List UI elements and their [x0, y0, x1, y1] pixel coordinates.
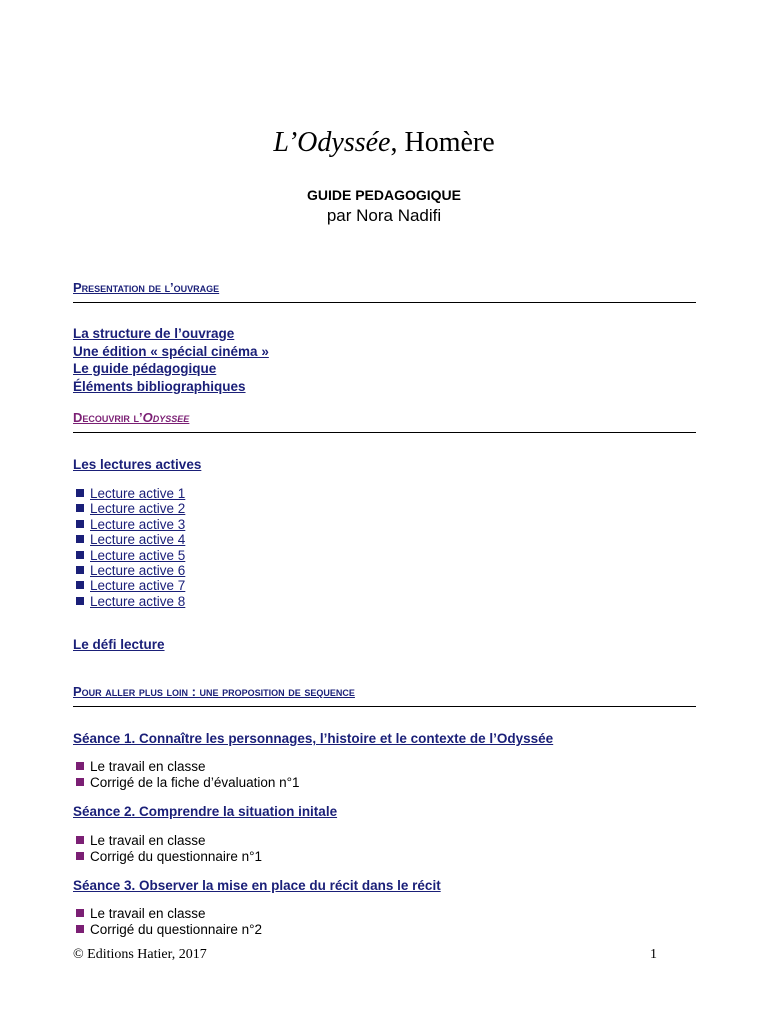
link-edition-cinema[interactable]: Une édition « spécial cinéma » — [73, 344, 269, 359]
list-item — [73, 775, 300, 791]
section-heading-sequence[interactable] — [73, 684, 696, 707]
footer-page-number: 1 — [650, 947, 657, 962]
section-heading-presentation-text[interactable]: Presentation de l’ouvrage — [73, 280, 220, 295]
list-item — [73, 922, 262, 938]
square-bullet-icon — [76, 520, 84, 528]
lecture-link[interactable]: Lecture active 6 — [90, 563, 186, 579]
square-bullet-icon — [76, 581, 84, 589]
link-bibliographie[interactable]: Éléments bibliographiques — [73, 379, 246, 394]
heading-prefix[interactable]: Decouvrir l’ — [73, 410, 143, 425]
lecture-item[interactable] — [73, 563, 185, 578]
lecture-item[interactable] — [73, 578, 185, 593]
lecture-item[interactable] — [73, 486, 185, 501]
square-bullet-icon — [76, 778, 84, 786]
lecture-link[interactable]: Lecture active 4 — [90, 532, 186, 548]
lecture-list — [73, 486, 185, 609]
title-author: , Homère — [390, 127, 495, 158]
square-bullet-icon — [76, 504, 84, 512]
square-bullet-icon — [76, 551, 84, 559]
document-title — [0, 125, 768, 161]
link-structure[interactable]: La structure de l’ouvrage — [73, 326, 235, 341]
link-defi-lecture[interactable]: Le défi lecture — [73, 637, 165, 652]
lecture-item[interactable] — [73, 594, 185, 609]
lecture-item[interactable] — [73, 548, 185, 563]
footer-copyright: © Editions Hatier, 2017 — [73, 947, 207, 962]
list-item — [73, 833, 262, 849]
square-bullet-icon — [76, 762, 84, 770]
lecture-link[interactable]: Lecture active 1 — [90, 486, 186, 501]
link-guide-pedagogique[interactable]: Le guide pédagogique — [73, 361, 217, 376]
lecture-link[interactable]: Lecture active 5 — [90, 547, 186, 563]
list-item-text: Corrigé du questionnaire n°1 — [90, 849, 263, 864]
guide-subtitle: GUIDE PEDAGOGIQUE — [306, 187, 462, 203]
title-work: L’Odyssée — [273, 127, 391, 158]
section-heading-presentation[interactable] — [73, 280, 696, 303]
list-item-text: Le travail en classe — [90, 833, 206, 848]
list-item-text: Corrigé du questionnaire n°2 — [90, 922, 263, 937]
seance-3-list — [73, 906, 262, 938]
lecture-link[interactable]: Lecture active 7 — [90, 578, 186, 594]
lecture-item[interactable] — [73, 532, 185, 547]
square-bullet-icon — [76, 597, 84, 605]
square-bullet-icon — [76, 852, 84, 860]
square-bullet-icon — [76, 909, 84, 917]
seance-2-list — [73, 833, 262, 865]
link-seance-2[interactable]: Séance 2. Comprendre la situation initale — [73, 804, 338, 819]
list-item-text: Le travail en classe — [90, 759, 206, 774]
square-bullet-icon — [76, 535, 84, 543]
lecture-link[interactable]: Lecture active 2 — [90, 501, 186, 517]
lecture-item[interactable] — [73, 501, 185, 516]
square-bullet-icon — [76, 925, 84, 933]
heading-odyssee[interactable]: Odyssee — [142, 410, 190, 425]
square-bullet-icon — [76, 836, 84, 844]
list-item-text: Le travail en classe — [90, 906, 206, 921]
list-item — [73, 759, 300, 775]
list-item — [73, 849, 262, 865]
lecture-item[interactable] — [73, 517, 185, 532]
seance-1-list — [73, 759, 300, 791]
link-seance-1[interactable]: Séance 1. Connaître les personnages, l’histoire et le contexte de l’Odyssée — [73, 731, 554, 746]
author-line: par Nora Nadifi — [326, 206, 442, 225]
lecture-link[interactable]: Lecture active 3 — [90, 516, 186, 532]
list-item-text: Corrigé de la fiche d’évaluation n°1 — [90, 775, 300, 790]
lecture-link[interactable]: Lecture active 8 — [90, 593, 186, 609]
square-bullet-icon — [76, 489, 84, 497]
section-heading-decouvrir-text[interactable] — [73, 410, 189, 425]
square-bullet-icon — [76, 566, 84, 574]
section-heading-sequence-text[interactable]: Pour aller plus loin : une proposition de sequence — [73, 684, 355, 699]
link-lectures-actives[interactable]: Les lectures actives — [73, 457, 202, 472]
section-heading-decouvrir[interactable] — [73, 410, 696, 433]
list-item — [73, 906, 262, 922]
link-seance-3[interactable]: Séance 3. Observer la mise en place du récit dans le récit — [73, 878, 441, 893]
